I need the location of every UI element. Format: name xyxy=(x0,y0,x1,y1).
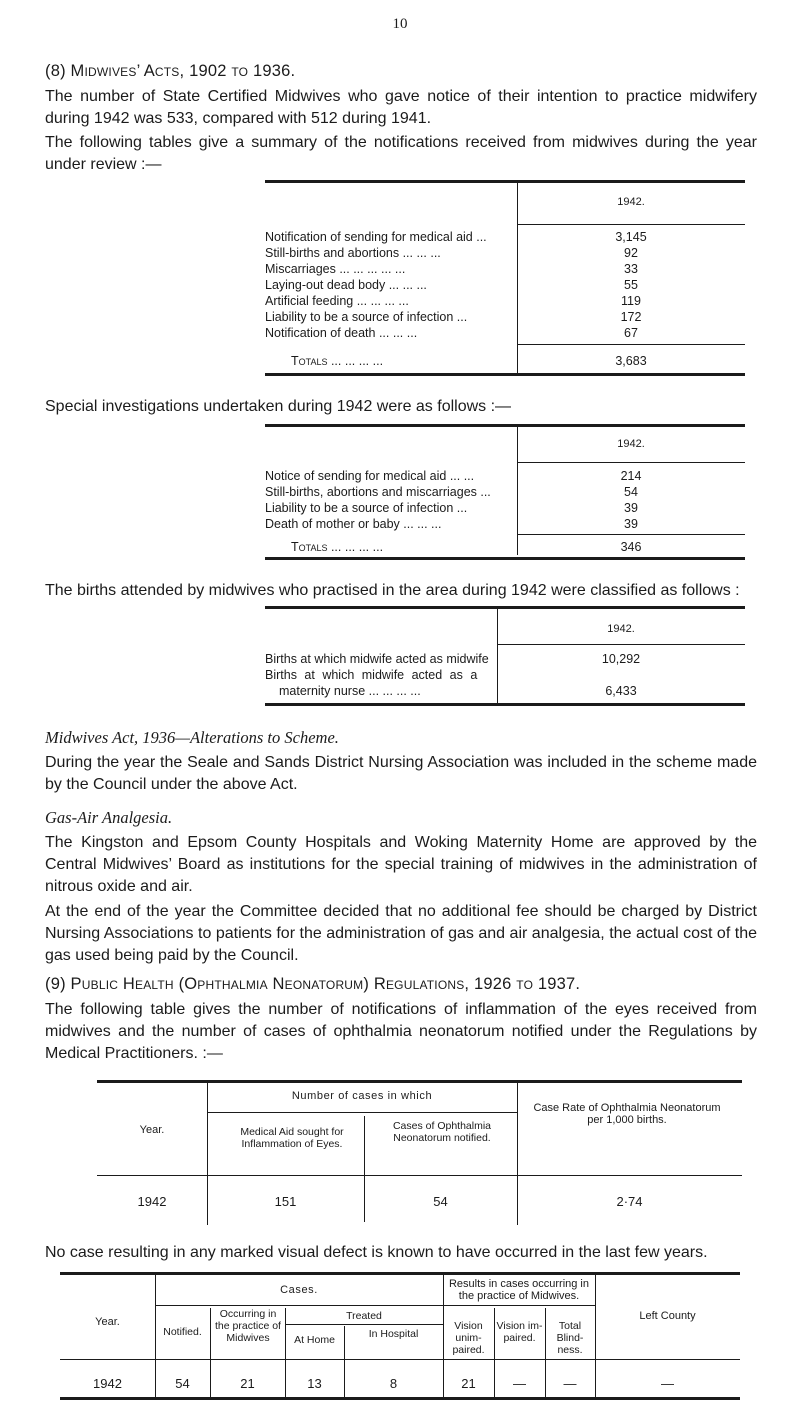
births-table: 1942. Births at which midwife acted as midwife 10,292 Births at which midwife acted as a maternity nurse ... ... ... ... 6,433 xyxy=(265,606,745,710)
row-cases: 54 xyxy=(433,1194,448,1209)
row-at-home: 13 xyxy=(307,1376,322,1391)
subsection-text-alterations: During the year the Seale and Sands District Nursing Association was included in the scheme made by the Council under the above Act. xyxy=(45,754,757,793)
table-1-year-header: 1942. xyxy=(617,196,645,208)
row-left-county: — xyxy=(661,1376,674,1391)
subsection-title-gas-air: Gas-Air Analgesia. xyxy=(45,808,173,827)
row-year: 1942 xyxy=(137,1194,167,1209)
col-notified: Notified. xyxy=(163,1326,202,1338)
col-total-blindness: Total Blind-ness. xyxy=(556,1320,584,1356)
notifications-table: 1942. Notification of sending for medical aid ... 3,145 Still-births and abortions ... ... ... 92 Miscarriages ... ... ... ... ... 33 Laying-out dead body ... ... ... 55 Artificial feeding ... ... ... ... 119 Liability to be a source of infection ... 172 Notification of death ... ... ... 67 Totals ... ... ... ... 3,683 xyxy=(265,180,745,380)
col-vision-unimpaired: Vision unim-paired. xyxy=(452,1320,485,1356)
ophthalmia-table xyxy=(97,1080,742,1230)
row-year: 1942 xyxy=(93,1376,122,1391)
group-treated: Treated xyxy=(346,1310,382,1322)
section-9-heading: (9) Public Health (Ophthalmia Neonatorum) Regulations, 1926 to 1937. xyxy=(45,975,581,993)
row-total-blindness: — xyxy=(563,1376,577,1391)
page-number: 10 xyxy=(392,16,408,32)
investigations-table: 1942. Notice of sending for medical aid ... ... 214 Still-births, abortions and miscarriages ... 54 Liability to be a source of infection ... 39 Death of mother or baby ... ... ... 39 Totals ... ... ... ... 346 xyxy=(265,424,745,562)
col-year: Year. xyxy=(95,1316,120,1328)
row-vision-unimpaired: 21 xyxy=(461,1376,476,1391)
col-cases-notified: Cases of Ophthalmia Neonatorum notified. xyxy=(392,1120,492,1144)
col-year: Year. xyxy=(139,1124,165,1136)
section-8-heading: (8) Midwives’ Acts, 1902 to 1936. xyxy=(45,62,296,80)
col-in-hospital: In Hospital xyxy=(368,1328,419,1340)
section-8-para-4: The births attended by midwives who practised in the area during 1942 were classified as follows : xyxy=(45,582,740,599)
col-medical-aid: Medical Aid sought for Inflammation of Eyes. xyxy=(240,1126,344,1150)
row-medical-aid: 151 xyxy=(274,1194,297,1209)
row-vision-impaired: — xyxy=(513,1376,526,1391)
row-case-rate: 2·74 xyxy=(616,1194,643,1209)
subsection-text-gas-air-2: At the end of the year the Committee decided that no additional fee should be charged by District Nursing Associations to patients for the administration of gas and air analgesia, the actual cost of the gas used being paid by the Council. xyxy=(45,903,757,964)
table-3-year-header: 1942. xyxy=(607,623,635,635)
row-in-hospital: 8 xyxy=(389,1376,398,1391)
section-8-para-1: The number of State Certified Midwives who gave notice of their intention to practice midwifery during 1942 was 533, compared with 512 during 1941. xyxy=(45,88,757,127)
col-case-rate: Case Rate of Ophthalmia Neonatorum per 1,000 births. xyxy=(533,1102,721,1126)
table-2-year-header: 1942. xyxy=(617,438,645,450)
subsection-title-alterations: Midwives Act, 1936—Alterations to Scheme. xyxy=(45,728,339,747)
row-notified: 54 xyxy=(175,1376,190,1391)
col-occurring: Occurring in the practice of Midwives xyxy=(215,1308,281,1344)
section-9-para-1: The following table gives the number of notifications of inflammation of the eyes received from midwives and the number of cases of ophthalmia neonatorum notified under the Regulations by Medical Practitioners. :— xyxy=(45,1001,757,1062)
subsection-text-gas-air-1: The Kingston and Epsom County Hospitals and Woking Maternity Home are approved by the Central Midwives’ Board as institutions for the special training of midwives in the administration of nitrous oxide and air. xyxy=(45,834,757,895)
results-table xyxy=(60,1272,740,1402)
group-results: Results in cases occurring in the practice of Midwives. xyxy=(448,1278,589,1302)
section-8-para-3: Special investigations undertaken during 1942 were as follows :— xyxy=(45,398,512,415)
col-vision-impaired: Vision im-paired. xyxy=(496,1320,543,1344)
col-group-header: Number of cases in which xyxy=(291,1090,433,1102)
row-occurring: 21 xyxy=(240,1376,255,1391)
col-at-home: At Home xyxy=(294,1334,335,1346)
group-cases: Cases. xyxy=(280,1284,318,1296)
section-8-para-2: The following tables give a summary of the notifications received from midwives during the year under review :— xyxy=(45,134,757,173)
col-left-county: Left County xyxy=(639,1310,696,1322)
section-9-para-2: No case resulting in any marked visual defect is known to have occurred in the last few years. xyxy=(45,1244,708,1261)
